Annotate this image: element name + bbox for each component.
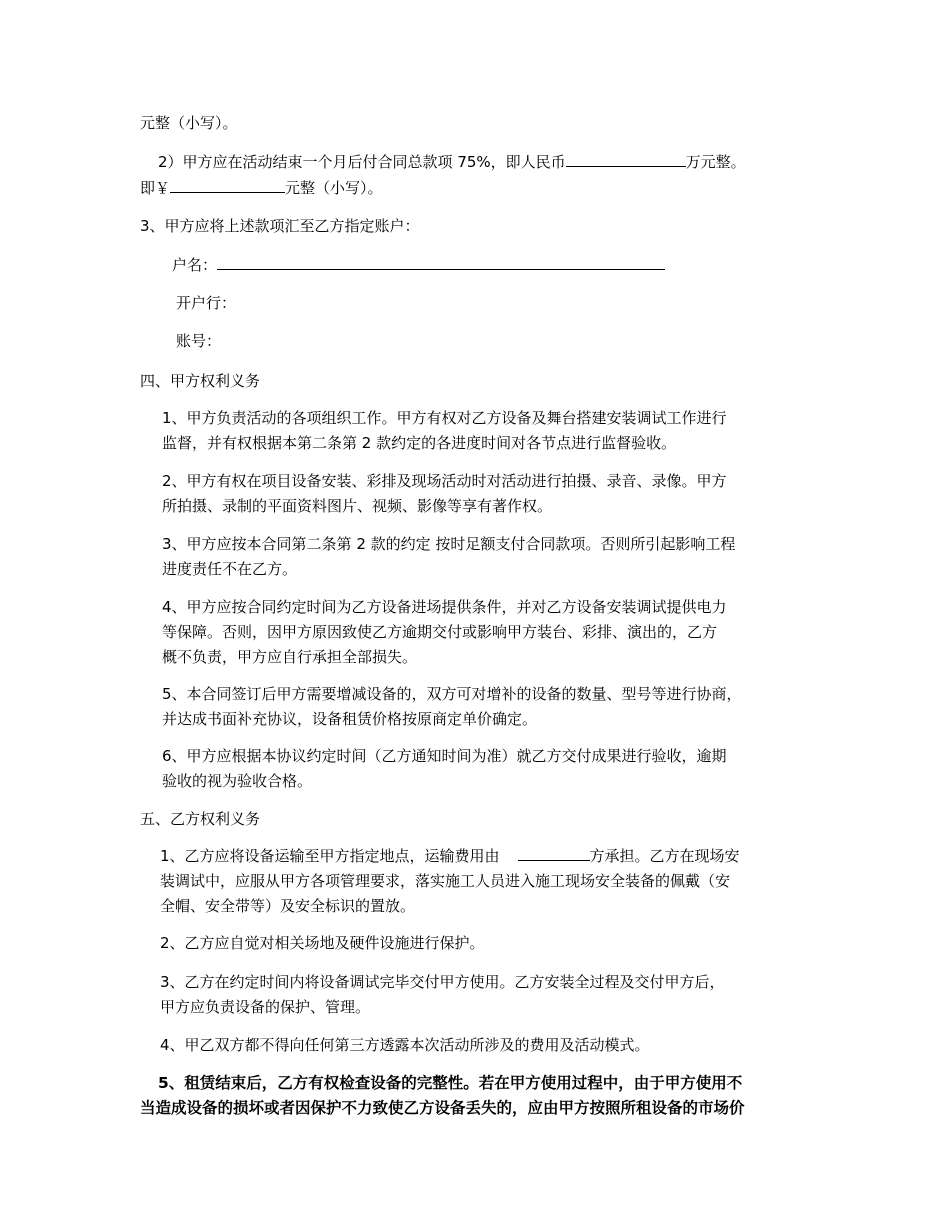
account-bank-line: 开户行： [176, 294, 237, 312]
heading-party-b-rights: 五、乙方权利义务 [140, 810, 261, 828]
account-name-blank[interactable] [217, 253, 665, 270]
line-payment-2: 2）甲方应在活动结束一个月后付合同总款项 75%，即人民币 万元整。 [158, 149, 746, 175]
clause-4-1: 1、甲方负责活动的各项组织工作。甲方有权对乙方设备及舞台搭建安装调试工作进行 [162, 409, 727, 427]
transport-payer-blank[interactable] [518, 844, 590, 861]
account-number-line: 账号： [176, 332, 222, 350]
clause-4-5: 5、本合同签订后甲方需要增减设备的，双方可对增补的设备的数量、型号等进行协商， [162, 685, 742, 703]
clause-4-2: 2、甲方有权在项目设备安装、彩排及现场活动时对活动进行拍摄、录音、录像。甲方 [162, 472, 727, 490]
clause-4-4: 4、甲方应按合同约定时间为乙方设备进场提供条件，并对乙方设备安装调试提供电力 [162, 598, 727, 616]
clause-5-4: 4、甲乙双方都不得向任何第三方透露本次活动所涉及的费用及活动模式。 [160, 1036, 650, 1054]
clause-5-5: 5、租赁结束后，乙方有权检查设备的完整性。若在甲方使用过程中，由于甲方使用不 [158, 1074, 743, 1092]
clause-5-3: 3、乙方在约定时间内将设备调试完毕交付甲方使用。乙方安装全过程及交付甲方后， [160, 973, 725, 991]
line-payment-small: 元整（小写）。 [140, 114, 238, 132]
clause-5-2: 2、乙方应自觉对相关场地及硬件设施进行保护。 [160, 934, 485, 952]
clause-4-6: 6、甲方应根据本协议约定时间（乙方通知时间为准）就乙方交付成果进行验收，逾期 [162, 747, 727, 765]
section-3-account: 3、甲方应将上述款项汇至乙方指定账户： [140, 217, 420, 235]
clause-4-3: 3、甲方应按本合同第二条第 2 款的约定 按时足额支付合同款项。否则所引起影响工程 [162, 535, 736, 553]
heading-party-a-rights: 四、甲方权利义务 [140, 372, 261, 390]
amount-blank-yuan[interactable] [170, 176, 285, 193]
line-payment-2-yuan: 即￥ 元整（小写）。 [140, 175, 383, 201]
document-page: 元整（小写）。 2）甲方应在活动结束一个月后付合同总款项 75%，即人民币 万元整。 即￥ 元整（小写）。 3、甲方应将上述款项汇至乙方指定账户： 户名： 开户行： 账号： 四、甲方权利义务 1、甲方负责活动的各项组织工作。甲方有权对乙方设备及舞台搭建安装调试工作进行 监督，并有权根据本第二条第 2 款约定的各进度时间对各节点进行监督验收。 2、甲方有权在项目设备安装、彩排及现场活动时对活动进行拍摄、录音、录像。甲方 所拍摄、录制的平面资料图片、视频、影像等享有著作权。 3、甲方应按本合同第二条第 2 款的约定 按时足额支付合同款项。否则所引起影响工程 进度责任不在乙方。 4、甲方应按合同约定时间为乙方设备进场提供条件，并对乙方设备安装调试提供电力 等保障。否则，因甲方原因致使乙方逾期交付或影响甲方装台、彩排、演出的，乙方 概不负责，甲方应自行承担全部损失。 5、本合同签订后甲方需要增减设备的，双方可对增补的设备的数量、型号等进行协商， 并达成书面补充协议，设备租赁价格按原商定单价确定。 6、甲方应根据本协议约定时间（乙方通知时间为准）就乙方交付成果进行验收，逾期 验收的视为验收合格。 五、乙方权利义务 1、乙方应将设备运输至甲方指定地点，运输费用由 方承担。乙方在现场安 装调试中，应服从甲方各项管理要求，落实施工人员进入施工现场安全装备的佩戴（安 全帽、安全带等）及安全标识的置放。 2、乙方应自觉对相关场地及硬件设施进行保护。 3、乙方在约定时间内将设备调试完毕交付甲方使用。乙方安装全过程及交付甲方后， 甲方应负责设备的保护、管理。 4、甲乙双方都不得向任何第三方透露本次活动所涉及的费用及活动模式。 5、租赁结束后，乙方有权检查设备的完整性。若在甲方使用过程中，由于甲方使用不 当造成设备的损坏或者因保护不力致使乙方设备丢失的，应由甲方按照所租设备的市场价 [0, 0, 950, 1230]
amount-blank-wan[interactable] [566, 150, 686, 167]
account-name-line: 户名： [172, 252, 665, 278]
clause-5-1: 1、乙方应将设备运输至甲方指定地点，运输费用由 方承担。乙方在现场安 [160, 843, 740, 869]
